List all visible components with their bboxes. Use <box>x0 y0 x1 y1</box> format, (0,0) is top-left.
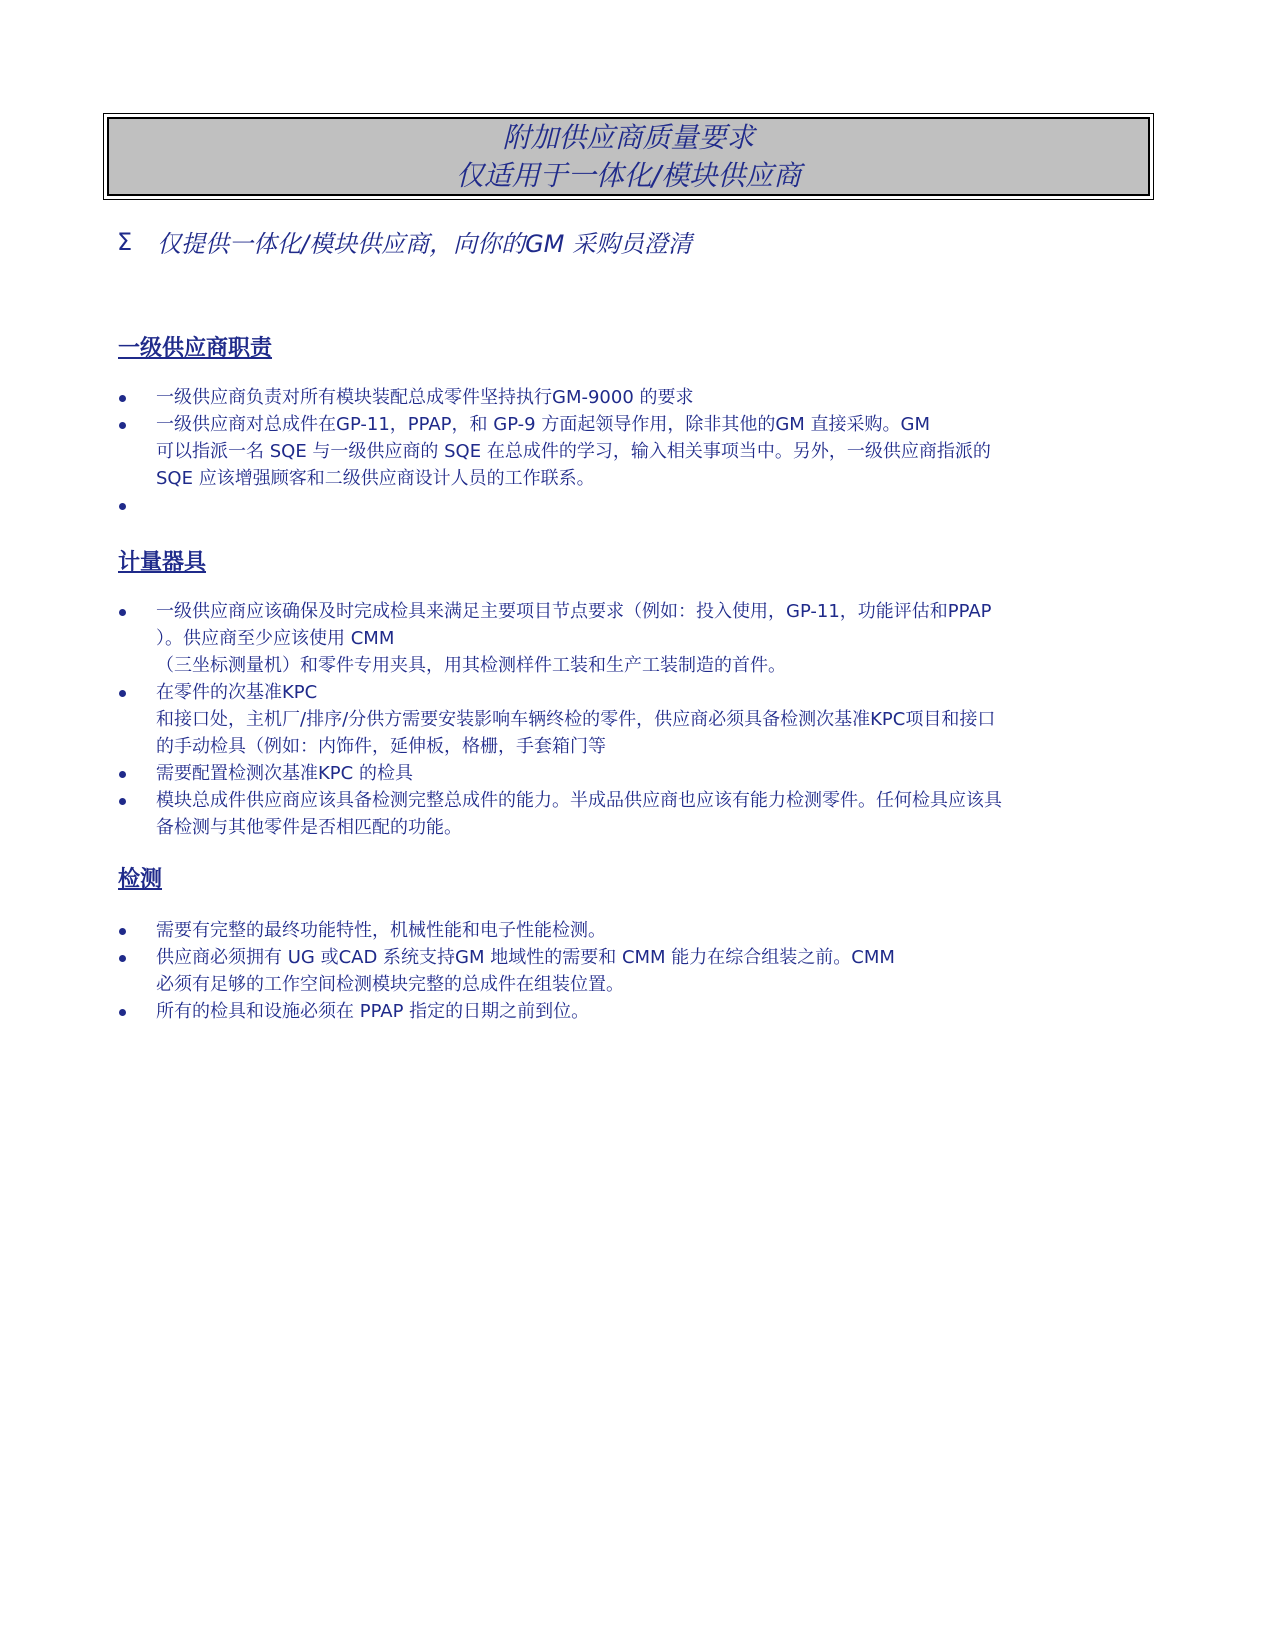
bullet-icon <box>119 1009 126 1016</box>
bullet-icon <box>119 609 126 616</box>
list-item-line: 模块总成件供应商应该具备检测完整总成件的能力。半成品供应商也应该有能力检测零件。任何检具应该具 <box>156 790 1002 811</box>
list-item <box>117 384 1157 411</box>
list-item-line: 需要有完整的最终功能特性，机械性能和电子性能检测。 <box>156 920 606 941</box>
list-item-line: 备检测与其他零件是否相匹配的功能。 <box>156 817 462 838</box>
section-title-gauges: 计量器具 <box>118 550 207 575</box>
list-item <box>117 998 1157 1025</box>
scope-note-text: 仅提供一体化/模块供应商，向你的GM 采购员澄清 <box>157 230 693 258</box>
list-item-line: ）。供应商至少应该使用 CMM <box>156 628 395 649</box>
list-item <box>117 598 1157 679</box>
list-item-line: 的手动检具（例如：内饰件，延伸板，格栅，手套箱门等 <box>156 736 606 757</box>
list-item-line: 一级供应商应该确保及时完成检具来满足主要项目节点要求（例如：投入使用，GP-11，功能评估和PPAP <box>156 601 992 622</box>
list-item-line: 供应商必须拥有 UG 或CAD 系统支持GM 地域性的需要和 CMM 能力在综合组装之前。CMM <box>156 947 895 968</box>
list-item-line: （三坐标测量机）和零件专用夹具，用其检测样件工装和生产工装制造的首件。 <box>156 655 786 676</box>
bullet-icon <box>119 503 126 510</box>
list-item <box>117 760 1157 787</box>
title-box-inner <box>107 117 1150 196</box>
tier1-list <box>117 384 1157 519</box>
bullet-icon <box>119 690 126 697</box>
list-item-line: 和接口处，主机厂/排序/分供方需要安装影响车辆终检的零件，供应商必须具备检测次基准KPC项目和接口 <box>156 709 996 730</box>
list-item-line: 所有的检具和设施必须在 PPAP 指定的日期之前到位。 <box>156 1001 590 1022</box>
list-item-line: 在零件的次基准KPC <box>156 682 318 703</box>
title-box <box>103 113 1154 200</box>
bullet-icon <box>119 422 126 429</box>
list-item-line: 需要配置检测次基准KPC 的检具 <box>156 763 413 784</box>
list-item-line: 可以指派一名 SQE 与一级供应商的 SQE 在总成件的学习，输入相关事项当中。另外，一级供应商指派的 <box>156 441 991 462</box>
list-item-line: 一级供应商负责对所有模块装配总成零件坚持执行GM-9000 的要求 <box>156 387 694 408</box>
gauges-list <box>117 598 1157 841</box>
list-item-line: 一级供应商对总成件在GP-11，PPAP，和 GP-9 方面起领导作用，除非其他的GM 直接采购。GM <box>156 414 931 435</box>
sigma-symbol: Σ <box>117 227 133 256</box>
bullet-icon <box>119 771 126 778</box>
bullet-icon <box>119 798 126 805</box>
scope-note <box>117 224 692 259</box>
list-item <box>117 492 1157 519</box>
section-title-inspection: 检测 <box>118 867 163 892</box>
list-item <box>117 411 1157 492</box>
list-item <box>117 679 1157 760</box>
bullet-icon <box>119 928 126 935</box>
list-item <box>117 944 1157 998</box>
list-item-line: SQE 应该增强顾客和二级供应商设计人员的工作联系。 <box>156 468 595 489</box>
title-line-1: 附加供应商质量要求 <box>502 120 755 154</box>
inspection-list <box>117 917 1157 1025</box>
section-title-tier1: 一级供应商职责 <box>118 336 273 361</box>
list-item <box>117 787 1157 841</box>
list-item-line <box>156 492 1157 519</box>
bullet-icon <box>119 955 126 962</box>
list-item <box>117 917 1157 944</box>
title-line-2: 仅适用于一体化/模块供应商 <box>455 158 802 192</box>
bullet-icon <box>119 395 126 402</box>
list-item-line: 必须有足够的工作空间检测模块完整的总成件在组装位置。 <box>156 974 624 995</box>
